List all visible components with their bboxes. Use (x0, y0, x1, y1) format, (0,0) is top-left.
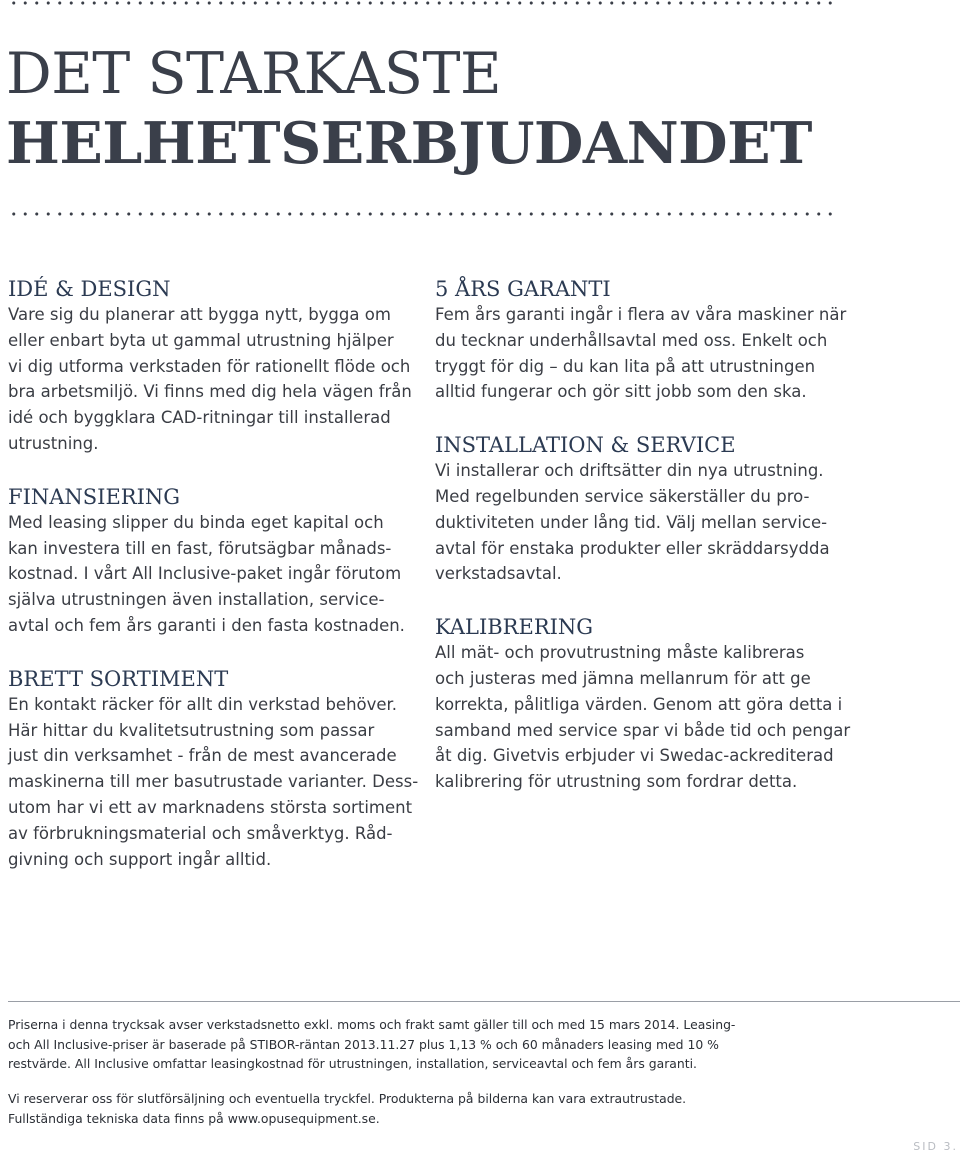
section-body: Vare sig du planerar att bygga nytt, bygga om eller enbart byta ut gammal utrustning hjälper vi dig utforma verkstaden för rationellt flöde och bra arbetsmiljö. Vi finns med dig hela vägen från idé och byggklara CAD-ritningar till installerad utrustning. (8, 305, 412, 453)
section-installation-service (435, 432, 855, 587)
section-title: KALIBRERING (435, 615, 594, 640)
section-body: All mät- och provutrustning måste kalibreras och justeras med jämna mellanrum för att ge korrekta, pålitliga värden. Genom att göra detta i samband med service spar vi både tid och pengar åt dig. Givetvis erbjuder vi Swedac-ackrediterad kalibrering för utrustning som fordrar detta. (435, 643, 851, 792)
top-dotted-divider (8, 1, 836, 5)
title-dotted-divider (8, 212, 836, 216)
left-column (8, 276, 428, 872)
section-title: IDÉ & DESIGN (8, 277, 171, 301)
right-column (435, 276, 855, 795)
section-title: FINANSIERING (8, 484, 181, 509)
section-finansiering (8, 484, 428, 639)
page-number: SID 3. (913, 1140, 958, 1153)
section-5-ars-garanti (435, 276, 855, 405)
section-body: Fem års garanti ingår i flera av våra maskiner när du tecknar underhållsavtal med oss. Enkelt och tryggt för dig – du kan lita på att utrustningen alltid fungerar och gör sitt jobb som den ska. (435, 305, 847, 402)
section-title: BRETT SORTIMENT (8, 666, 229, 691)
page-title-line-2: HELHETSERBJUDANDET (6, 110, 812, 177)
section-body: Vi installerar och driftsätter din nya utrustning. Med regelbunden service säkerställer du pro- duktiviteten under lång tid. Välj mellan service- avtal för enstaka produkter eller skräddarsydda verkstadsavtal. (435, 461, 830, 584)
section-ide-design (8, 276, 428, 457)
section-brett-sortiment (8, 666, 428, 873)
section-body: En kontakt räcker för allt din verkstad behöver. Här hittar du kvalitetsutrustning som passar just din verksamhet - från de mest avancerade maskinerna till mer basutrustade varianter. Dess- utom har vi ett av marknadens största sortiment av förbrukningsmaterial och småverktyg. Råd- givning och support ingår alltid. (8, 694, 419, 869)
page-title-line-1: DET STARKASTE (6, 41, 502, 107)
footer-divider (8, 1001, 960, 1002)
footer-price-note: Priserna i denna trycksak avser verkstadsnetto exkl. moms och frakt samt gäller till och med 15 mars 2014. Leasing- och All Inclusive-priser är baserade på STIBOR-räntan 2013.11.27 plus 1,13 % och 60 månaders leasing med 10 % restvärde. All Inclusive omfattar leasingkostnad för utrustningen, installation, serviceavtal och fem års garanti. (8, 1017, 736, 1071)
section-title: INSTALLATION & SERVICE (435, 433, 736, 458)
footer-disclaimer: Vi reserverar oss för slutförsäljning och eventuella tryckfel. Produkterna på bilderna kan vara extrautrustade. Fullständiga tekniska data finns på www.opusequipment.se. (8, 1091, 687, 1126)
section-kalibrering (435, 614, 855, 795)
section-body: Med leasing slipper du binda eget kapital och kan investera till en fast, förutsägbar månads- kostnad. I vårt All Inclusive-paket ingår förutom själva utrustningen även installation, service- avtal och fem års garanti i den fasta kostnaden. (8, 512, 405, 635)
section-title: 5 ÅRS GARANTI (435, 277, 611, 301)
